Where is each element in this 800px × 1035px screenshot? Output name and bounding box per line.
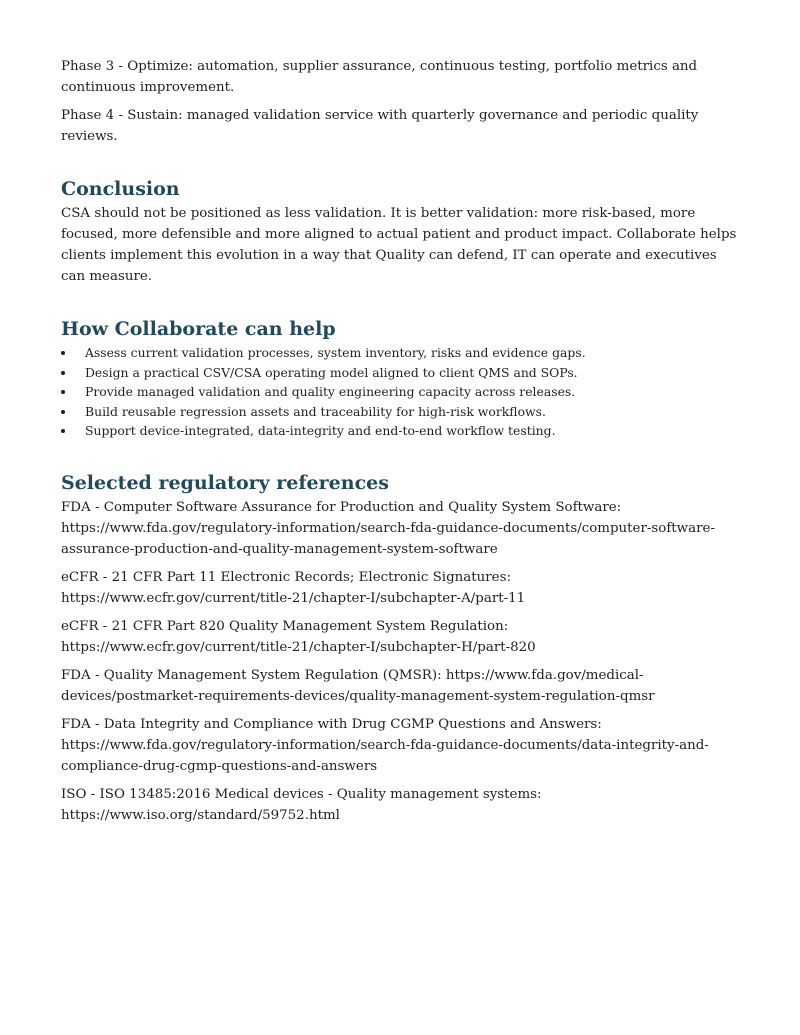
reference-title: eCFR - 21 CFR Part 11 Electronic Records; Electronic Signatures: [61,569,511,585]
bullet-icon [61,351,65,355]
reference-item [61,784,741,826]
document-page [61,56,741,833]
list-item [61,402,741,422]
reference-title: FDA - Quality Management System Regulation (QMSR): [61,667,446,683]
references-heading: Selected regulatory references [61,471,389,494]
help-section [61,316,741,441]
list-item [61,382,741,402]
reference-url[interactable]: https://www.fda.gov/medical-devices/postmarket-requirements-devices/quality-management-system-regulation-qmsr [61,667,655,704]
bullet-icon [61,410,65,414]
reference-title: ISO - ISO 13485:2016 Medical devices - Quality management systems: [61,786,542,802]
phase-4-paragraph: Phase 4 - Sustain: managed validation service with quarterly governance and periodic quality reviews. [61,108,699,144]
reference-item [61,497,741,560]
list-item-text: Assess current validation processes, system inventory, risks and evidence gaps. [85,345,586,360]
reference-title: eCFR - 21 CFR Part 820 Quality Management System Regulation: [61,618,509,634]
reference-url[interactable]: https://www.fda.gov/regulatory-information/search-fda-guidance-documents/data-integrity-and-compliance-drug-cgmp-questions-and-answers [61,737,709,774]
reference-item [61,616,741,658]
reference-url[interactable]: https://www.iso.org/standard/59752.html [61,807,340,823]
reference-title: FDA - Data Integrity and Compliance with Drug CGMP Questions and Answers: [61,716,602,732]
reference-title: FDA - Computer Software Assurance for Production and Quality System Software: [61,499,622,515]
reference-url[interactable]: https://www.fda.gov/regulatory-information/search-fda-guidance-documents/computer-software-assurance-production-and-quality-management-system-software [61,520,715,557]
list-item [61,421,741,441]
reference-item [61,665,741,707]
list-item-text: Support device-integrated, data-integrity and end-to-end workflow testing. [85,423,556,439]
list-item-text: Provide managed validation and quality engineering capacity across releases. [85,384,576,400]
list-item [61,343,741,363]
reference-item [61,714,741,777]
help-heading: How Collaborate can help [61,318,336,340]
list-item-text: Build reusable regression assets and traceability for high-risk workflows. [85,403,546,419]
conclusion-section [61,176,741,287]
conclusion-paragraph: CSA should not be positioned as less validation. It is better validation: more risk-based, more focused, more defensible and more aligned to actual patient and product impact. Collaborate helps clients implement this evolution in a way that Quality can defend, IT can operate and executives can measure. [61,206,737,284]
reference-url[interactable]: https://www.ecfr.gov/current/title-21/chapter-I/subchapter-H/part-820 [61,639,536,655]
bullet-icon [61,390,65,394]
help-list [61,343,741,441]
conclusion-heading: Conclusion [61,178,180,200]
list-item-text: Design a practical CSV/CSA operating model aligned to client QMS and SOPs. [85,364,578,380]
phase-3-paragraph: Phase 3 - Optimize: automation, supplier assurance, continuous testing, portfolio metrics and continuous improvement. [61,59,698,95]
bullet-icon [61,429,65,433]
reference-item [61,567,741,609]
bullet-icon [61,371,65,375]
list-item [61,363,741,383]
references-section [61,470,741,826]
reference-url[interactable]: https://www.ecfr.gov/current/title-21/chapter-I/subchapter-A/part-11 [61,590,526,606]
